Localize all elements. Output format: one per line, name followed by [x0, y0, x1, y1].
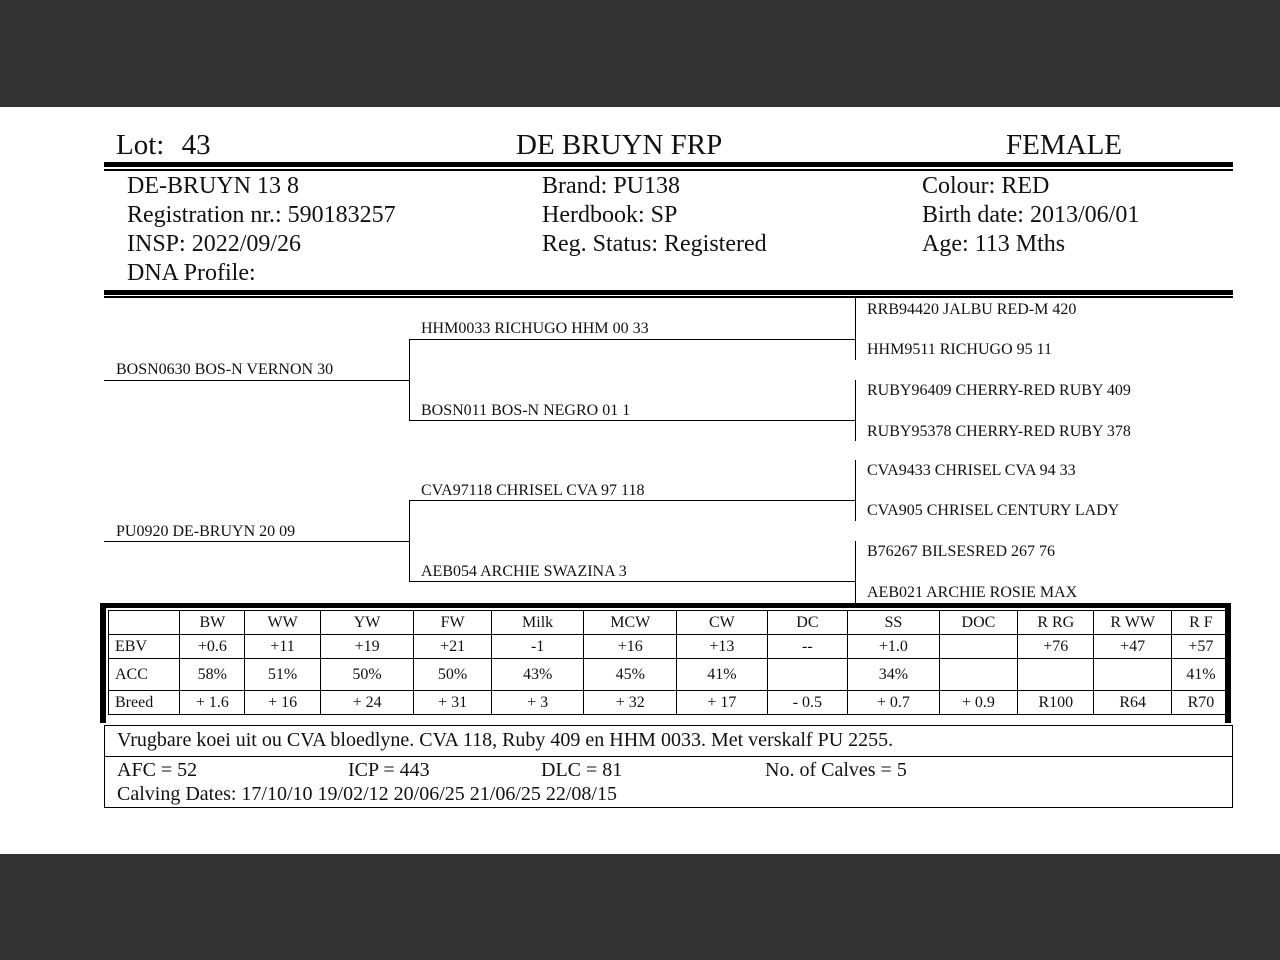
sire-sire-line [409, 339, 855, 340]
icp-value: ICP = 443 [348, 759, 430, 781]
ebv-table [108, 610, 1231, 715]
breed-cell: - 0.5 [767, 691, 847, 715]
animal-name: DE-BRUYN 13 8 [127, 173, 299, 199]
acc-cell [1018, 659, 1094, 691]
pedigree-dam-sire: CVA97118 CHRISEL CVA 97 118 [421, 482, 645, 499]
pedigree-gg-2: HHM9511 RICHUGO 95 11 [867, 341, 1053, 358]
ebv-cell: +11 [245, 635, 320, 659]
breed-cell: + 32 [584, 691, 677, 715]
ebv-cell: +21 [414, 635, 491, 659]
header-rule-thin [104, 169, 1233, 171]
lot-sheet [0, 107, 1280, 854]
dam-dam-line [409, 581, 855, 582]
dam-line [104, 541, 409, 542]
ebv-cell: -1 [491, 635, 584, 659]
ebv-header-row [109, 611, 1231, 635]
ebv-cell [939, 635, 1017, 659]
ebv-cell: +0.6 [180, 635, 245, 659]
acc-row-label: ACC [109, 659, 180, 691]
dna-profile: DNA Profile: [127, 260, 256, 286]
calving-dates: Calving Dates: 17/10/10 19/02/12 20/06/25 21/06/25 22/08/15 [117, 783, 617, 805]
pedigree-gg-3: RUBY96409 CHERRY-RED RUBY 409 [867, 382, 1131, 399]
breed-cell: + 31 [414, 691, 491, 715]
ebv-cell: +19 [320, 635, 414, 659]
info-rule-thick [104, 290, 1233, 295]
breed-cell: + 1.6 [180, 691, 245, 715]
sex-label: FEMALE [1006, 129, 1122, 161]
ebv-cell: +16 [584, 635, 677, 659]
gg-bracket-2 [855, 380, 856, 441]
sire-dam-line [409, 420, 855, 421]
ebv-header-cell: R RG [1018, 611, 1094, 635]
acc-cell: 45% [584, 659, 677, 691]
header-rule-thick [104, 162, 1233, 167]
ebv-header-cell: WW [245, 611, 320, 635]
pedigree-gg-4: RUBY95378 CHERRY-RED RUBY 378 [867, 423, 1131, 440]
pedigree-gg-1: RRB94420 JALBU RED-M 420 [867, 301, 1077, 318]
pedigree-sire-dam: BOSN011 BOS-N NEGRO 01 1 [421, 402, 631, 419]
breed-row-label: Breed [109, 691, 180, 715]
ebv-header-cell: R WW [1094, 611, 1171, 635]
pedigree-gg-7: B76267 BILSESRED 267 76 [867, 543, 1056, 560]
breed-row [109, 691, 1231, 715]
acc-cell: 41% [1171, 659, 1230, 691]
pedigree-sire: BOSN0630 BOS-N VERNON 30 [116, 361, 334, 378]
ebv-header-cell [109, 611, 180, 635]
ebv-header-cell: R F [1171, 611, 1230, 635]
breed-cell: R70 [1171, 691, 1230, 715]
breed-cell: + 3 [491, 691, 584, 715]
ebv-header-cell: Milk [491, 611, 584, 635]
ebv-cell: +57 [1171, 635, 1230, 659]
ebv-header-cell: BW [180, 611, 245, 635]
info-rule-thin [104, 296, 1233, 298]
acc-cell [939, 659, 1017, 691]
acc-cell: 51% [245, 659, 320, 691]
ebv-cell: +76 [1018, 635, 1094, 659]
lot-number: 43 [181, 129, 211, 161]
ebv-header-cell: SS [848, 611, 940, 635]
breed-cell: + 16 [245, 691, 320, 715]
breed-cell: R64 [1094, 691, 1171, 715]
acc-cell [1094, 659, 1171, 691]
ebv-header-cell: MCW [584, 611, 677, 635]
registration-number: Registration nr.: 590183257 [127, 202, 396, 228]
ebv-header-cell: FW [414, 611, 491, 635]
breed-cell: R100 [1018, 691, 1094, 715]
inspection-date: INSP: 2022/09/26 [127, 231, 302, 257]
gg-bracket-3 [855, 460, 856, 521]
acc-cell: 50% [320, 659, 414, 691]
ebv-cell: +47 [1094, 635, 1171, 659]
ebv-header-cell: YW [320, 611, 414, 635]
sire-bracket [409, 339, 410, 421]
breed-cell: + 24 [320, 691, 414, 715]
ebv-cell: -- [767, 635, 847, 659]
lot-label-text: Lot: [116, 129, 165, 161]
pedigree-gg-5: CVA9433 CHRISEL CVA 94 33 [867, 462, 1076, 479]
birth-date: Birth date: 2013/06/01 [922, 202, 1140, 228]
ebv-header-cell: DC [767, 611, 847, 635]
acc-cell [767, 659, 847, 691]
ebv-row [109, 635, 1231, 659]
gg-bracket-1 [855, 298, 856, 360]
brand: Brand: PU138 [542, 173, 680, 199]
breed-cell: + 17 [677, 691, 768, 715]
pedigree-dam-dam: AEB054 ARCHIE SWAZINA 3 [421, 563, 627, 580]
ebv-cell: +13 [677, 635, 768, 659]
acc-cell: 58% [180, 659, 245, 691]
ebv-header-cell: DOC [939, 611, 1017, 635]
dlc-value: DLC = 81 [541, 759, 623, 781]
ebv-row-label: EBV [109, 635, 180, 659]
colour: Colour: RED [922, 173, 1050, 199]
dam-sire-line [409, 500, 855, 501]
acc-cell: 34% [848, 659, 940, 691]
acc-cell: 41% [677, 659, 768, 691]
gg-bracket-4 [855, 541, 856, 603]
pedigree-dam: PU0920 DE-BRUYN 20 09 [116, 523, 296, 540]
herdbook: Herdbook: SP [542, 202, 678, 228]
afc-value: AFC = 52 [117, 759, 198, 781]
pedigree-gg-8: AEB021 ARCHIE ROSIE MAX [867, 584, 1078, 601]
acc-cell: 50% [414, 659, 491, 691]
acc-cell: 43% [491, 659, 584, 691]
remarks-text: Vrugbare koei uit ou CVA bloedlyne. CVA 118, Ruby 409 en HHM 0033. Met verskalf PU 2255. [117, 729, 894, 751]
ebv-cell: +1.0 [848, 635, 940, 659]
pedigree-gg-6: CVA905 CHRISEL CENTURY LADY [867, 502, 1120, 519]
breed-cell: + 0.9 [939, 691, 1017, 715]
reg-status: Reg. Status: Registered [542, 231, 767, 257]
ebv-header-cell: CW [677, 611, 768, 635]
sire-line [104, 380, 409, 381]
breed-cell: + 0.7 [848, 691, 940, 715]
sheet-title: DE BRUYN FRP [516, 129, 723, 161]
number-of-calves: No. of Calves = 5 [765, 759, 907, 781]
pedigree-sire-sire: HHM0033 RICHUGO HHM 00 33 [421, 320, 649, 337]
acc-row [109, 659, 1231, 691]
age: Age: 113 Mths [922, 231, 1066, 257]
calving-box [104, 756, 1233, 808]
dam-bracket [409, 500, 410, 582]
remarks-box [104, 725, 1233, 757]
lot-label [116, 129, 211, 162]
